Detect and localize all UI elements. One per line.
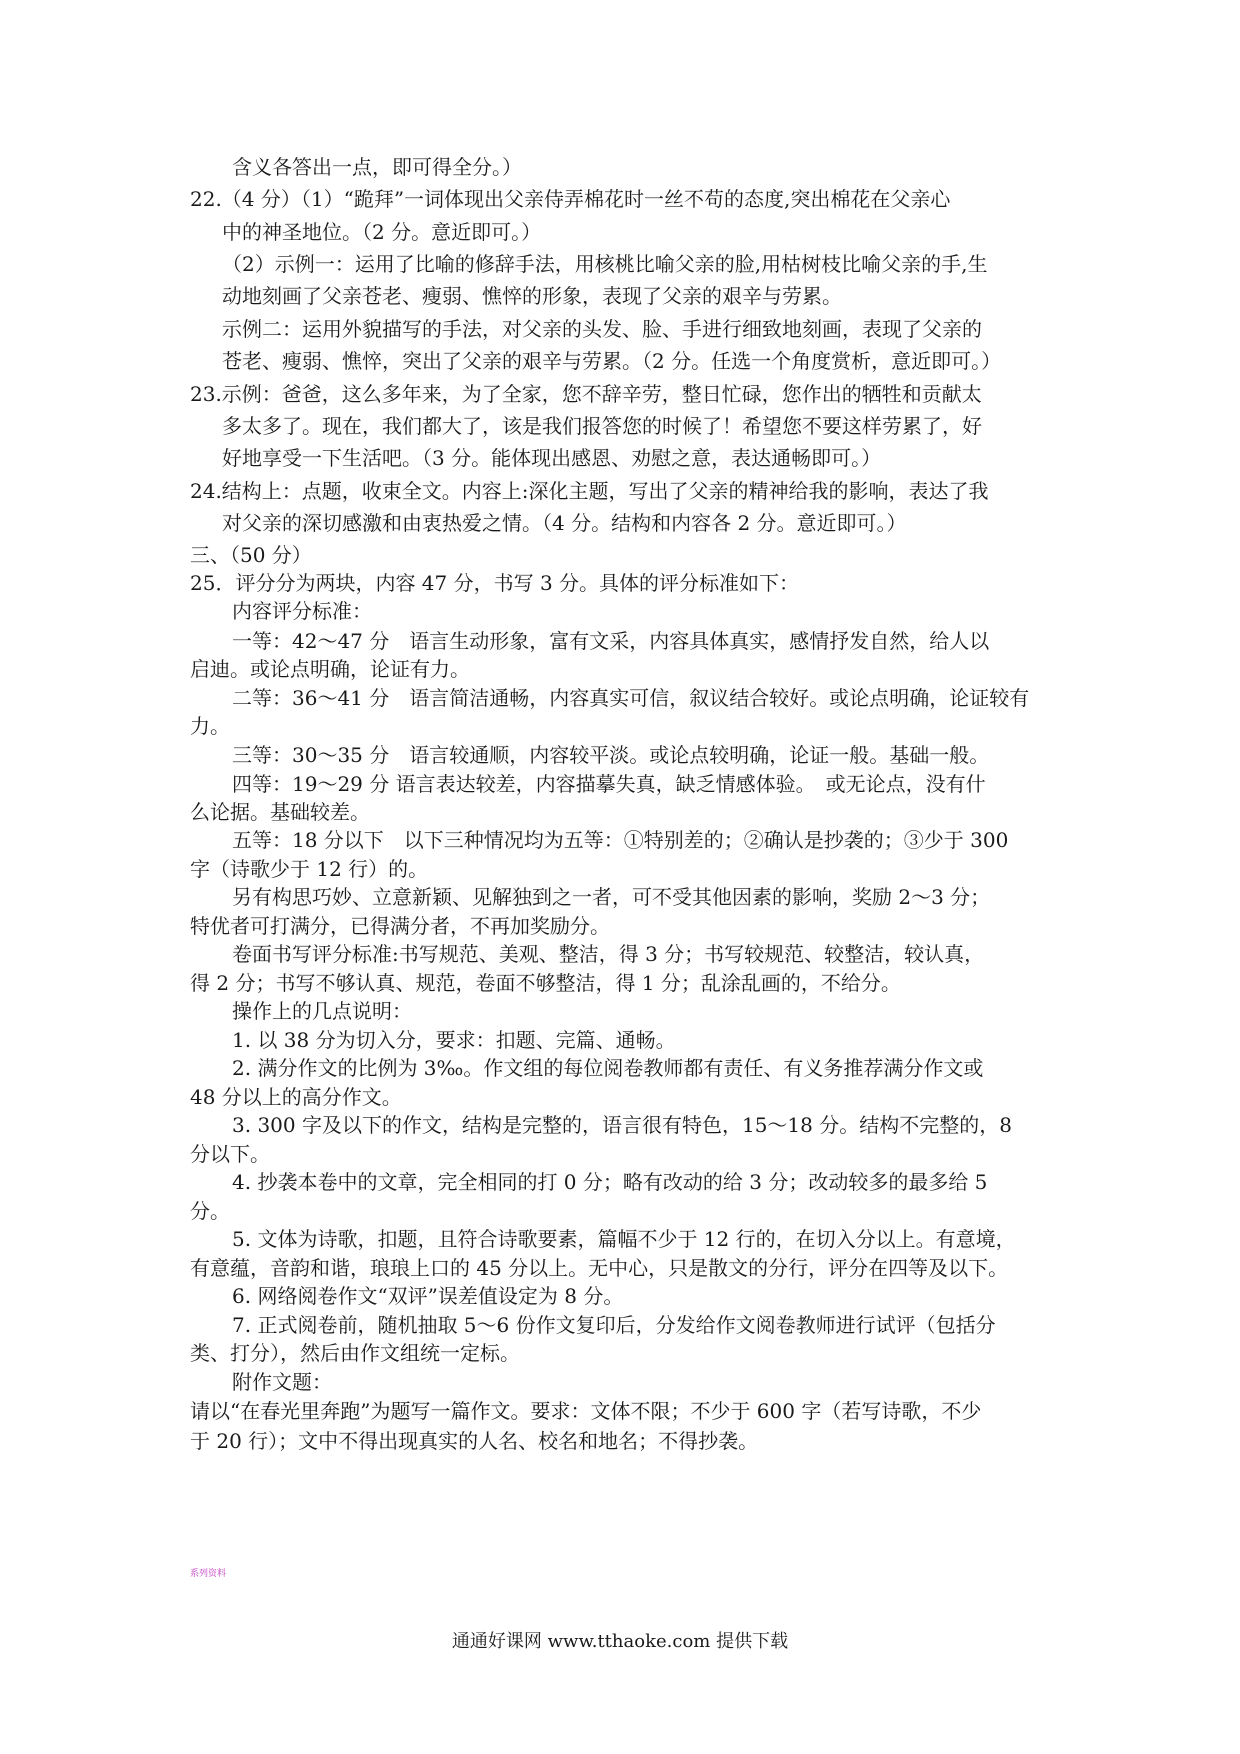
text-line: 特优者可打满分，已得满分者，不再加奖励分。 (190, 914, 610, 938)
text-line: 6. 网络阅卷作文“双评”误差值设定为 8 分。 (232, 1284, 624, 1308)
text-line: 48 分以上的高分作文。 (190, 1085, 402, 1109)
text-line: 卷面书写评分标准:书写规范、美观、整洁，得 3 分；书写较规范、较整洁，较认真， (232, 942, 985, 966)
text-line: 另有构思巧妙、立意新颖、见解独到之一者，可不受其他因素的影响，奖励 2～3 分； (232, 885, 991, 909)
text-line: 三等：30～35 分 语言较通顺，内容较平淡。或论点较明确，论证一般。基础一般。 (232, 743, 990, 767)
text-line: 动地刻画了父亲苍老、瘦弱、憔悴的形象，表现了父亲的艰辛与劳累。 (222, 284, 842, 308)
answer-23-line: 23.示例：爸爸，这么多年来，为了全家，您不辞辛劳，整日忙碌，您作出的牺牲和贡献太 (190, 382, 982, 406)
page-footer: 通通好课网 www.tthaoke.com 提供下载 (451, 1631, 789, 1652)
text-line: 好地享受一下生活吧。（3 分。能体现出感恩、劝慰之意，表达通畅即可。） (222, 446, 882, 470)
text-line: 内容评分标准： (232, 599, 372, 623)
text-line: 含义各答出一点，即可得全分。） (232, 155, 522, 179)
text-line: 于 20 行）；文中不得出现真实的人名、校名和地名；不得抄袭。 (190, 1429, 759, 1453)
text-line: 类、打分），然后由作文组统一定标。 (190, 1341, 520, 1365)
essay-prompt-line: 请以“在春光里奔跑”为题写一篇作文。要求：文体不限；不少于 600 字（若写诗歌，不少 (190, 1399, 982, 1423)
text-line: 4. 抄袭本卷中的文章，完全相同的打 0 分；略有改动的给 3 分；改动较多的最多给 5 (232, 1170, 988, 1194)
text-line: 5. 文体为诗歌，扣题，且符合诗歌要素，篇幅不少于 12 行的，在切入分以上。有意境， (232, 1227, 1016, 1251)
text-line: 力。 (190, 714, 230, 738)
answer-24-line: 24.结构上：点题，收束全文。内容上:深化主题，写出了父亲的精神给我的影响，表达了我 (190, 479, 989, 503)
text-line: 有意蕴，音韵和谐，琅琅上口的 45 分以上。无中心，只是散文的分行，评分在四等及以下。 (190, 1256, 1009, 1280)
text-line: 1. 以 38 分为切入分，要求：扣题、完篇、通畅。 (232, 1028, 676, 1052)
text-line: 么论据。基础较差。 (190, 800, 370, 824)
text-line: 五等：18 分以下 以下三种情况均为五等：①特别差的；②确认是抄袭的；③少于 300 (232, 828, 1009, 852)
text-line: 分以下。 (190, 1142, 270, 1166)
text-line: 多太多了。现在，我们都大了，该是我们报答您的时候了！希望您不要这样劳累了，好 (222, 414, 982, 438)
text-line: 四等：19～29 分 语言表达较差，内容描摹失真，缺乏情感体验。 或无论点，没有什 (232, 772, 986, 796)
text-line: 3. 300 字及以下的作文，结构是完整的，语言很有特色，15～18 分。结构不完整的，8 (232, 1113, 1012, 1137)
text-line: 7. 正式阅卷前，随机抽取 5～6 份作文复印后，分发给作文阅卷教师进行试评（包括分 (232, 1313, 996, 1337)
text-line: 操作上的几点说明： (232, 999, 412, 1023)
text-line: 苍老、瘦弱、憔悴，突出了父亲的艰辛与劳累。（2 分。任选一个角度赏析，意近即可。） (222, 349, 1002, 373)
text-line: 启迪。或论点明确，论证有力。 (190, 657, 470, 681)
section-heading: 三、（50 分） (190, 543, 312, 567)
answer-22-line: 22.（4 分）（1）“跪拜”一词体现出父亲侍弄棉花时一丝不苟的态度,突出棉花在父亲心 (190, 187, 951, 211)
text-line: 对父亲的深切感激和由衷热爱之情。（4 分。结构和内容各 2 分。意近即可。） (222, 511, 907, 535)
text-line: 示例二：运用外貌描写的手法，对父亲的头发、脸、手进行细致地刻画，表现了父亲的 (222, 317, 982, 341)
text-line: 二等：36～41 分 语言简洁通畅，内容真实可信，叙议结合较好。或论点明确，论证较有 (232, 686, 1030, 710)
text-line: 2. 满分作文的比例为 3‰。作文组的每位阅卷教师都有责任、有义务推荐满分作文或 (232, 1056, 984, 1080)
text-line: 字（诗歌少于 12 行）的。 (190, 857, 429, 881)
text-line: 得 2 分；书写不够认真、规范，卷面不够整洁，得 1 分；乱涂乱画的，不给分。 (190, 971, 901, 995)
text-line: 一等：42～47 分 语言生动形象，富有文采，内容具体真实，感情抒发自然，给人以 (232, 629, 990, 653)
answer-25-line: 25．评分分为两块，内容 47 分，书写 3 分。具体的评分标准如下： (190, 571, 800, 595)
watermark-text: 系列资料 (190, 1569, 227, 1579)
text-line: （2）示例一：运用了比喻的修辞手法，用核桃比喻父亲的脸,用枯树枝比喻父亲的手,生 (222, 252, 988, 276)
text-line: 附作文题： (232, 1370, 332, 1394)
text-line: 分。 (190, 1199, 230, 1223)
text-line: 中的神圣地位。（2 分。意近即可。） (222, 220, 542, 244)
